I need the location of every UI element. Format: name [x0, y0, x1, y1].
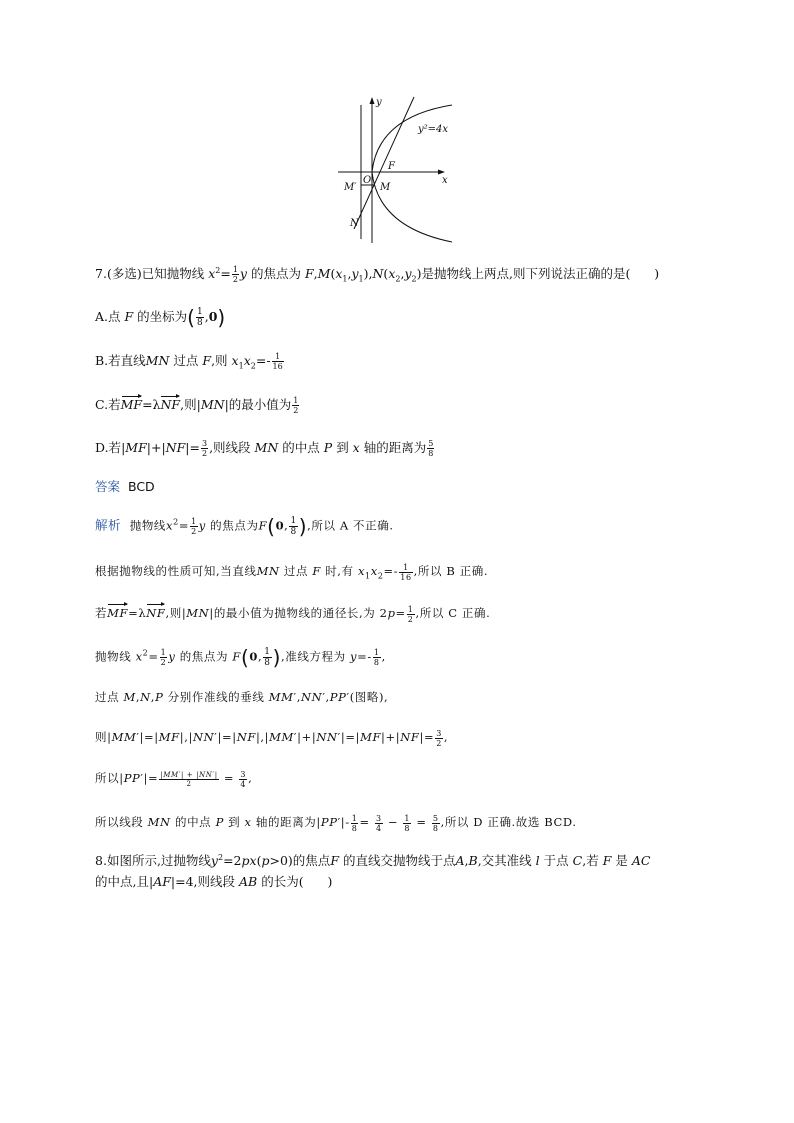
label-curve: y²=4x: [418, 124, 449, 135]
solution-line-1: 解析 抛物线$x^2=$ $\frac{1}{2}$ y 的焦点为F(0, $\frac{1}{8}$ ),所以 A 不正确.: [95, 514, 394, 539]
solution-line-2: 根据抛物线的性质可知,当直线MN 过点 F 时,有 $x_1x_2=-$ $\frac{1}{16}$ ,所以 B 正确.: [95, 562, 489, 582]
label-M-prime: M′: [344, 182, 357, 193]
q7-option-b: B.若直线MN 过点 F,则 $x_1x_2=-$ $\frac{1}{16}$: [95, 352, 283, 371]
solution-text: 所以线段: [95, 815, 144, 829]
solution-text: 的中点: [174, 815, 212, 829]
q8-text: 于点: [543, 853, 569, 868]
solution-line-4: 抛物线 $x^2=$ $\frac{1}{2}$ y 的焦点为 F(0, $\frac{1}{8}$ ),准线方程为 y=- $\frac{1}{8}$ ,: [95, 645, 386, 670]
q8-text: 的长为(: [261, 874, 304, 889]
solution-text: 抛物线: [95, 649, 132, 664]
option-text: C.若: [95, 397, 121, 412]
option-text: 过点: [173, 353, 203, 368]
q8-text: ): [327, 874, 333, 889]
parabola-figure: [330, 95, 460, 247]
label-F: F: [388, 161, 395, 172]
solution-line-3: 若MF=λNF,则|MN|的最小值为抛物线的通径长,为 2p= $\frac{1}{2}$ ,所以 C 正确.: [95, 604, 491, 624]
q7-text: 是抛物线上两点,则下列说法正确的是(: [421, 266, 631, 281]
solution-text: ,所以 A 不正确.: [307, 518, 394, 533]
q8-text: 是: [615, 853, 628, 868]
q8-number: 8.: [95, 853, 107, 868]
answer-label: 答案: [95, 479, 121, 494]
solution-text: 分别作准线的垂线: [167, 690, 265, 704]
option-text: ,则: [180, 397, 197, 412]
option-text: 的中点: [282, 440, 320, 455]
option-text: B.若直线: [95, 353, 146, 368]
q7-text: 已知抛物线: [141, 266, 209, 281]
q7-text: 的焦点为: [250, 266, 305, 281]
q8-line-2: 的中点,且|AF|=4,则线段 AB 的长为( ): [95, 874, 333, 889]
q8-text: 的直线交抛物线于点: [342, 853, 456, 868]
q7-number: 7.: [95, 266, 107, 281]
q7-option-d: D.若|MF|+|NF|= $\frac{3}{2}$ ,则线段 MN 的中点 P 到 x 轴的距离为 $\frac{5}{8}$: [95, 439, 434, 458]
solution-line-5: 过点 M,N,P 分别作准线的垂线 MM′,NN′,PP′(图略),: [95, 690, 389, 704]
label-y: y: [376, 97, 382, 108]
solution-text: 根据抛物线的性质可知,当直线: [95, 564, 257, 578]
q7-option-a: A.点 F 的坐标为( $\frac{1}{8}$ ,0): [95, 305, 226, 330]
solution-text: ,所以 D 正确.故选 BCD.: [440, 815, 577, 829]
option-text: ,则线段: [209, 440, 251, 455]
solution-text: 的最小值为抛物线的通径长,为: [213, 606, 376, 620]
solution-text: 时,有: [325, 564, 354, 578]
solution-line-8: 所以线段 MN 的中点 P 到 x 轴的距离为|PP′|- $\frac{1}{8}$ = $\frac{3}{4}$ − $\frac{1}{8}$ = $\frac{5}{8}$ ,所以 D 正确.故选 BCD.: [95, 813, 577, 833]
label-O: O: [363, 175, 372, 186]
q8-text: ,交其准线: [477, 853, 532, 868]
solution-text: 抛物线: [129, 518, 167, 533]
x-axis-arrow: [438, 170, 445, 175]
solution-text: 若: [95, 606, 108, 620]
q8-text: 如图所示,过抛物线: [106, 853, 211, 868]
q8-text: 的中点,且: [95, 874, 149, 889]
solution-line-7: 所以|PP′|= $\frac{|MM'| + |NN'|}{2}$ = $\frac{3}{4}$ ,: [95, 769, 253, 789]
solution-text: 过点: [95, 690, 120, 704]
q8-text: ,若: [582, 853, 599, 868]
option-text: 的坐标为: [137, 309, 188, 324]
q7-tag: (多选): [106, 266, 142, 281]
option-text: ,则: [211, 353, 232, 368]
solution-text: 轴的距离为: [255, 815, 317, 829]
answer-value: BCD: [127, 479, 155, 494]
label-N: N: [350, 218, 359, 229]
q8-text: ,则线段: [193, 874, 236, 889]
solution-text: 则: [95, 730, 108, 744]
q8-line-1: 8.如图所示,过抛物线$y^2=2px(p>0)$的焦点F 的直线交抛物线于点A,B,交其准线 l 于点 C,若 F 是 AC: [95, 852, 651, 868]
solution-text: ,准线方程为: [280, 649, 346, 664]
solution-text: 的焦点为: [179, 649, 229, 664]
solution-line-6: 则|MM′|=|MF|,|NN′|=|NF|,|MM′|+|NN′|=|MF|+|NF|= $\frac{3}{2}$ ,: [95, 728, 449, 748]
focal-line: [354, 97, 414, 229]
solution-text: ,则: [165, 606, 182, 620]
solution-text: ,所以 B 正确.: [413, 564, 489, 578]
solution-text: (图略),: [349, 690, 389, 704]
option-text: D.若: [95, 440, 122, 455]
q7-stem: 7.(多选)已知抛物线 $x^2=$ $\frac{1}{2}$ y 的焦点为 $F,M(x_1,y_1),N(x_2,y_2)$是抛物线上两点,则下列说法正确的是( ): [95, 265, 660, 284]
solution-text: ,所以 C 正确.: [415, 606, 491, 620]
option-text: 的最小值为: [228, 397, 292, 412]
solution-text: 过点: [283, 564, 309, 578]
option-text: 轴的距离为: [363, 440, 427, 455]
solution-text: 所以: [95, 771, 120, 785]
solution-text: 的焦点为: [210, 518, 259, 533]
label-M: M: [380, 182, 391, 193]
y-axis-arrow: [370, 97, 375, 104]
answer-line: [95, 478, 155, 496]
solution-label: 解析: [95, 517, 122, 533]
q8-text: 的焦点: [292, 853, 331, 868]
solution-text: 到: [228, 815, 241, 829]
label-x: x: [442, 175, 448, 186]
option-text: A.点: [95, 309, 125, 324]
q7-option-c: C.若MF=λNF,则|MN|的最小值为 $\frac{1}{2}$: [95, 396, 299, 415]
q7-text: ): [654, 266, 660, 281]
option-text: 到: [336, 440, 353, 455]
